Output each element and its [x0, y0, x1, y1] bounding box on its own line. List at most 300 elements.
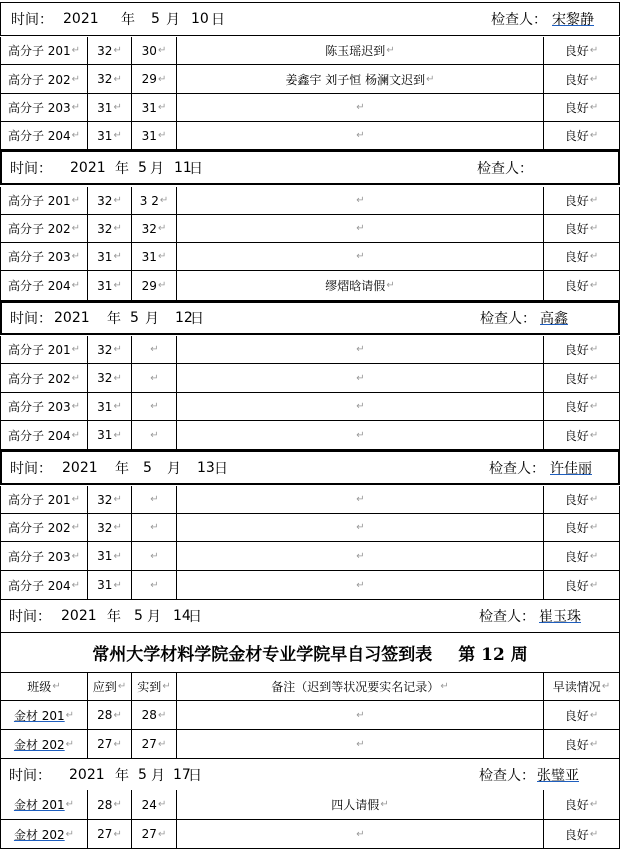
status-cell [544, 542, 620, 570]
return-mark: ↵ [356, 401, 365, 412]
checker-name: 许佳丽 [550, 460, 592, 477]
table-row [0, 271, 620, 301]
return-mark: ↵ [589, 251, 599, 262]
return-mark: ↵ [71, 344, 81, 355]
actual-text: 27 [141, 737, 157, 751]
return-mark: ↵ [150, 429, 159, 441]
note-cell [177, 421, 544, 449]
actual-cell [132, 187, 177, 214]
return-mark: ↵ [589, 401, 599, 412]
class-cell [0, 37, 88, 64]
return-mark: ↵ [589, 579, 599, 591]
year-label: 年 [115, 160, 129, 177]
table-row [0, 514, 620, 542]
day-value: 17 [173, 766, 191, 783]
month-value: 5 [130, 310, 139, 326]
actual-cell [132, 486, 177, 513]
col-actual [132, 673, 177, 700]
actual-cell [132, 790, 177, 819]
return-mark: ↵ [71, 251, 81, 262]
return-mark: ↵ [71, 130, 81, 141]
col-expected-label: 应到 [92, 680, 117, 694]
month-value: 5 [143, 459, 152, 476]
class-text: 金材 201 [13, 798, 65, 812]
checker-label: 检查人： [477, 160, 533, 177]
return-mark: ↵ [440, 681, 449, 692]
note-text: 缪熠晗请假 [325, 279, 386, 293]
checker-label: 检查人： [479, 767, 535, 784]
return-mark: ↵ [150, 522, 159, 533]
return-mark: ↵ [71, 550, 81, 562]
col-expected [88, 673, 132, 700]
return-mark: ↵ [589, 195, 599, 206]
actual-text: 30 [141, 43, 157, 58]
expected-cell [88, 790, 132, 819]
year-label: 年 [107, 311, 121, 327]
expected-text: 32 [97, 221, 113, 236]
return-mark: ↵ [601, 681, 611, 692]
return-mark: ↵ [589, 738, 599, 750]
class-cell [0, 187, 88, 214]
status-cell [544, 730, 620, 758]
table-row [0, 94, 620, 122]
return-mark: ↵ [589, 799, 599, 810]
note-cell [177, 187, 544, 214]
time-label: 时间： [10, 160, 52, 177]
actual-text: 32 [141, 221, 157, 236]
return-mark: ↵ [71, 429, 81, 441]
return-mark: ↵ [71, 494, 81, 505]
return-mark: ↵ [157, 738, 167, 750]
day-value: 10 [191, 11, 209, 27]
year-value: 2021 [70, 159, 106, 176]
actual-text: 27 [141, 827, 157, 841]
expected-cell [88, 94, 132, 121]
actual-cell [132, 215, 177, 242]
status-cell [544, 701, 620, 729]
note-text: 陈玉瑶迟到 [325, 44, 386, 58]
return-mark: ↵ [157, 130, 167, 141]
actual-cell [132, 393, 177, 420]
return-mark: ↵ [589, 45, 599, 56]
return-mark: ↵ [113, 251, 122, 262]
actual-cell [132, 94, 177, 121]
month-value: 5 [138, 159, 147, 176]
return-mark: ↵ [113, 195, 122, 206]
expected-cell [88, 122, 132, 149]
month-label: 月 [147, 609, 161, 625]
class-text: 高分子 203 [7, 549, 71, 564]
day-value: 13 [197, 459, 215, 476]
checker-name: 崔玉珠 [539, 609, 581, 625]
table-row [0, 187, 620, 215]
return-mark: ↵ [157, 709, 167, 721]
expected-cell [88, 336, 132, 363]
actual-cell [132, 271, 177, 300]
class-text: 高分子 201 [7, 44, 71, 58]
date-header [0, 2, 620, 36]
class-text: 高分子 202 [7, 222, 71, 236]
return-mark: ↵ [159, 195, 169, 206]
status-text: 良好 [564, 194, 589, 208]
class-cell [0, 122, 88, 149]
status-cell [544, 215, 620, 242]
day-value: 14 [173, 608, 191, 624]
year-value: 2021 [54, 310, 90, 326]
class-cell [0, 421, 88, 449]
class-text: 高分子 201 [7, 194, 71, 208]
actual-text: 24 [141, 797, 157, 812]
class-cell [0, 215, 88, 242]
class-text: 高分子 204 [7, 578, 71, 593]
return-mark: ↵ [113, 223, 122, 234]
return-mark: ↵ [113, 102, 122, 113]
expected-text: 32 [97, 43, 113, 58]
class-text: 高分子 204 [7, 428, 71, 443]
table-row [0, 37, 620, 65]
class-cell [0, 790, 88, 819]
expected-text: 31 [97, 399, 113, 414]
col-actual-label: 实到 [137, 680, 162, 694]
week-text: 第 12 周 [458, 645, 528, 665]
return-mark: ↵ [589, 344, 599, 355]
return-mark: ↵ [113, 579, 122, 591]
status-cell [544, 514, 620, 541]
table-row [0, 65, 620, 94]
return-mark: ↵ [356, 494, 365, 505]
status-cell [544, 122, 620, 149]
expected-cell [88, 364, 132, 392]
actual-cell [132, 701, 177, 729]
day-label: 日 [189, 160, 203, 177]
status-text: 良好 [564, 371, 589, 386]
return-mark: ↵ [386, 280, 395, 291]
class-cell [0, 701, 88, 729]
actual-text: 29 [141, 278, 157, 293]
year-label: 年 [115, 460, 129, 477]
return-mark: ↵ [52, 681, 61, 692]
return-mark: ↵ [150, 550, 159, 562]
note-cell [177, 730, 544, 758]
note-cell [177, 820, 544, 848]
return-mark: ↵ [356, 344, 365, 355]
checker-name: 张璧亚 [537, 767, 579, 784]
table-row [0, 421, 620, 450]
status-cell [544, 820, 620, 848]
return-mark: ↵ [113, 494, 122, 505]
class-cell [0, 271, 88, 300]
actual-cell [132, 65, 177, 93]
return-mark: ↵ [589, 73, 599, 85]
note-cell [177, 271, 544, 300]
col-status-label: 早读情况 [552, 680, 601, 694]
table-row [0, 364, 620, 393]
return-mark: ↵ [71, 45, 81, 56]
date-header [0, 450, 620, 485]
class-cell [0, 820, 88, 848]
status-text: 良好 [564, 279, 589, 293]
return-mark: ↵ [113, 429, 122, 441]
table-row [0, 122, 620, 150]
return-mark: ↵ [589, 372, 599, 384]
day-value: 11 [174, 159, 192, 176]
expected-cell [88, 514, 132, 541]
actual-text: 29 [141, 72, 157, 86]
return-mark: ↵ [65, 828, 75, 840]
return-mark: ↵ [113, 799, 122, 810]
year-label: 年 [115, 767, 129, 784]
class-text: 高分子 204 [7, 279, 71, 293]
return-mark: ↵ [113, 45, 122, 56]
year-value: 2021 [62, 459, 98, 476]
return-mark: ↵ [380, 799, 389, 810]
return-mark: ↵ [589, 550, 599, 562]
expected-text: 32 [97, 492, 113, 507]
return-mark: ↵ [157, 73, 167, 85]
status-cell [544, 243, 620, 270]
day-label: 日 [211, 12, 225, 28]
class-cell [0, 364, 88, 392]
table-row [0, 730, 620, 759]
class-text: 金材 202 [13, 737, 65, 752]
time-label: 时间： [9, 767, 51, 784]
return-mark: ↵ [71, 522, 81, 533]
actual-cell [132, 37, 177, 64]
return-mark: ↵ [150, 401, 159, 412]
note-cell [177, 336, 544, 363]
table-row [0, 215, 620, 243]
note-cell [177, 542, 544, 570]
return-mark: ↵ [589, 494, 599, 505]
day-value: 12 [175, 310, 193, 326]
class-text: 高分子 202 [7, 72, 71, 87]
return-mark: ↵ [356, 372, 365, 384]
return-mark: ↵ [157, 799, 167, 810]
status-cell [544, 571, 620, 599]
class-text: 金材 201 [13, 708, 65, 723]
status-cell [544, 94, 620, 121]
status-text: 良好 [564, 250, 589, 264]
return-mark: ↵ [113, 738, 122, 750]
expected-cell [88, 542, 132, 570]
expected-text: 27 [97, 827, 113, 841]
expected-text: 31 [97, 249, 113, 264]
return-mark: ↵ [589, 130, 599, 141]
month-label: 月 [145, 311, 159, 327]
table-row [0, 393, 620, 421]
return-mark: ↵ [150, 579, 159, 591]
status-text: 良好 [564, 72, 589, 87]
expected-cell [88, 37, 132, 64]
table-row [0, 486, 620, 514]
class-cell [0, 542, 88, 570]
table-row [0, 243, 620, 271]
checker-label: 检查人： [489, 460, 545, 477]
return-mark: ↵ [356, 828, 365, 840]
return-mark: ↵ [71, 195, 81, 206]
class-text: 高分子 201 [7, 343, 71, 357]
return-mark: ↵ [589, 522, 599, 533]
note-cell [177, 571, 544, 599]
month-label: 月 [166, 12, 180, 28]
note-cell [177, 37, 544, 64]
return-mark: ↵ [157, 280, 167, 291]
note-cell [177, 514, 544, 541]
actual-cell [132, 730, 177, 758]
expected-text: 28 [97, 708, 113, 722]
status-text: 良好 [564, 578, 589, 593]
class-cell [0, 571, 88, 599]
return-mark: ↵ [589, 102, 599, 113]
month-value: 5 [134, 608, 143, 624]
actual-cell [132, 421, 177, 449]
note-cell [177, 243, 544, 270]
expected-cell [88, 187, 132, 214]
year-label: 年 [107, 609, 121, 625]
return-mark: ↵ [71, 280, 81, 291]
class-text: 高分子 203 [7, 400, 71, 414]
return-mark: ↵ [71, 372, 81, 384]
actual-cell [132, 364, 177, 392]
actual-cell [132, 336, 177, 363]
note-cell [177, 701, 544, 729]
expected-text: 27 [97, 737, 113, 751]
checker-label: 检查人： [491, 12, 547, 28]
month-label: 月 [151, 767, 165, 784]
class-cell [0, 65, 88, 93]
note-cell [177, 364, 544, 392]
status-cell [544, 421, 620, 449]
table-row [0, 571, 620, 600]
return-mark: ↵ [157, 102, 167, 113]
return-mark: ↵ [113, 130, 122, 141]
return-mark: ↵ [113, 828, 122, 840]
note-text: 姜鑫宇 刘子恒 杨澜文迟到 [285, 72, 426, 87]
return-mark: ↵ [426, 73, 435, 85]
return-mark: ↵ [71, 579, 81, 591]
actual-text: 28 [141, 708, 157, 722]
note-cell [177, 486, 544, 513]
table-row [0, 701, 620, 730]
expected-text: 32 [97, 193, 113, 208]
actual-cell [132, 542, 177, 570]
class-cell [0, 393, 88, 420]
status-text: 良好 [564, 222, 589, 236]
expected-cell [88, 393, 132, 420]
actual-cell [132, 820, 177, 848]
return-mark: ↵ [113, 73, 122, 85]
return-mark: ↵ [117, 681, 127, 692]
return-mark: ↵ [65, 799, 75, 810]
actual-cell [132, 122, 177, 149]
actual-text: 3 2 [139, 193, 159, 208]
col-note [177, 673, 544, 700]
month-value: 5 [151, 11, 160, 27]
note-cell [177, 393, 544, 420]
time-label: 时间： [10, 460, 52, 477]
return-mark: ↵ [157, 223, 167, 234]
return-mark: ↵ [157, 828, 167, 840]
expected-text: 32 [97, 342, 113, 357]
return-mark: ↵ [162, 681, 171, 692]
return-mark: ↵ [356, 223, 365, 234]
expected-text: 31 [97, 100, 113, 115]
status-text: 良好 [564, 549, 589, 564]
expected-text: 28 [97, 797, 113, 812]
expected-cell [88, 65, 132, 93]
year-value: 2021 [61, 608, 97, 624]
sheet-title [0, 632, 620, 672]
year-value: 2021 [69, 766, 105, 783]
return-mark: ↵ [589, 828, 599, 840]
class-text: 高分子 202 [7, 371, 71, 386]
return-mark: ↵ [65, 709, 75, 721]
expected-cell [88, 820, 132, 848]
col-status [544, 673, 620, 700]
actual-text: 31 [141, 249, 157, 264]
expected-text: 31 [97, 549, 113, 563]
class-text: 高分子 201 [7, 493, 71, 507]
month-label: 月 [150, 160, 164, 177]
table-row [0, 542, 620, 571]
status-cell [544, 187, 620, 214]
month-value: 5 [138, 766, 147, 783]
return-mark: ↵ [356, 709, 365, 721]
actual-cell [132, 514, 177, 541]
return-mark: ↵ [113, 372, 122, 384]
status-cell [544, 486, 620, 513]
expected-cell [88, 271, 132, 300]
status-text: 良好 [564, 400, 589, 414]
day-label: 日 [190, 311, 204, 327]
year-value: 2021 [63, 11, 99, 27]
class-cell [0, 243, 88, 270]
return-mark: ↵ [157, 45, 167, 56]
status-cell [544, 65, 620, 93]
return-mark: ↵ [65, 738, 75, 750]
date-header [0, 301, 620, 335]
day-label: 日 [214, 460, 228, 477]
status-cell [544, 393, 620, 420]
return-mark: ↵ [589, 223, 599, 234]
day-label: 日 [188, 609, 202, 625]
status-cell [544, 364, 620, 392]
return-mark: ↵ [150, 372, 159, 384]
month-label: 月 [167, 460, 181, 477]
class-text: 高分子 202 [7, 521, 71, 535]
return-mark: ↵ [356, 251, 365, 262]
date-header [0, 150, 620, 185]
expected-text: 32 [97, 72, 113, 86]
status-text: 良好 [564, 428, 589, 443]
return-mark: ↵ [386, 45, 395, 56]
return-mark: ↵ [113, 550, 122, 562]
return-mark: ↵ [157, 251, 167, 262]
return-mark: ↵ [356, 738, 365, 750]
checker-name: 宋黎静 [552, 12, 594, 28]
expected-text: 32 [97, 520, 113, 535]
return-mark: ↵ [150, 494, 159, 505]
table-row [0, 790, 620, 820]
return-mark: ↵ [356, 550, 365, 562]
class-cell [0, 730, 88, 758]
return-mark: ↵ [356, 102, 365, 113]
class-text: 高分子 203 [7, 250, 71, 264]
class-cell [0, 336, 88, 363]
expected-cell [88, 701, 132, 729]
return-mark: ↵ [71, 401, 81, 412]
expected-text: 31 [97, 278, 113, 293]
